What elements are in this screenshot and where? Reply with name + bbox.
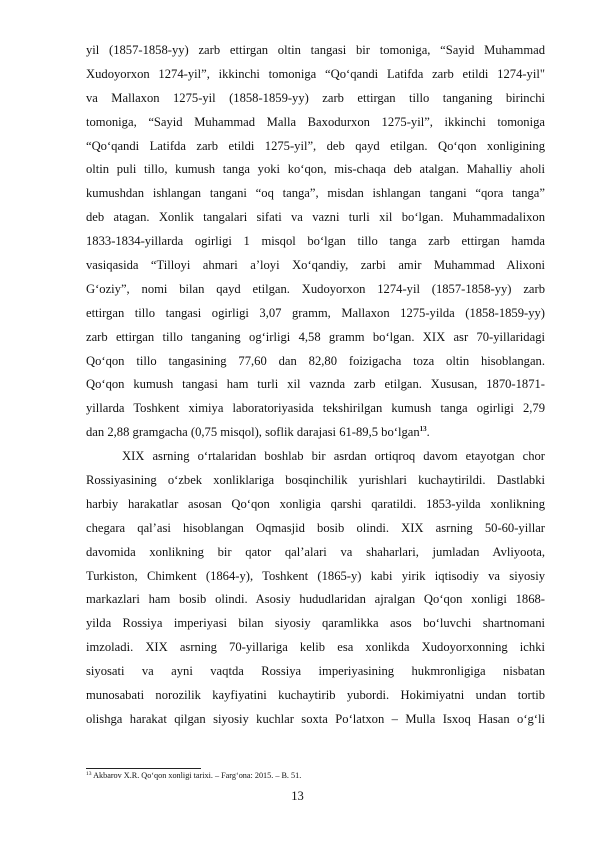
text-line: davomida xonlikning bir qator qal’alari va shaharlari, jumladan Avliyoota, bbox=[86, 544, 545, 559]
text-line: Qo‘qon tillo tangasining 77,60 dan 82,80 foizigacha toza oltin hisoblangan. bbox=[86, 353, 545, 368]
text-line: dan 2,88 gramgacha (0,75 misqol), soflik darajasi 61-89,5 bo‘lgan bbox=[86, 425, 420, 440]
text-line: Rossiyasining o‘zbek xonliklariga bosqinchilik yurishlari kuchaytirildi. Dastlabki bbox=[86, 473, 545, 488]
body-text bbox=[86, 39, 545, 732]
text-line: G‘oziy”, nomi bilan qayd etilgan. Xudoyorxon 1274-yil (1857-1858-yy) zarb bbox=[86, 281, 545, 296]
text-line: harbiy harakatlar asosan Qo‘qon xonligia qarshi qaratildi. 1853-yilda xonlikning bbox=[86, 496, 545, 511]
text-line: Turkiston, Chimkent (1864-y), Toshkent (1865-y) kabi yirik iqtisodiy va siyosiy bbox=[86, 568, 545, 583]
text-line: oltin puli tillo, kumush tanga yoki ko‘qon, mis-chaqa deb atalgan. Mahalliy aholi bbox=[86, 162, 545, 177]
footnote-number: 13 bbox=[86, 771, 92, 777]
text-line: deb atagan. Xonlik tangalari sifati va vazni turli xil bo‘lgan. Muhammadalixon bbox=[86, 210, 545, 225]
text-line: yil (1857-1858-yy) zarb ettirgan oltin tangasi bir tomoniga, “Sayid Muhammad bbox=[86, 43, 545, 57]
footnote-reference[interactable]: 13 bbox=[419, 425, 427, 434]
text-line: va Mallaxon 1275-yil (1858-1859-yy) zarb ettirgan tillo tanganing birinchi bbox=[86, 90, 545, 105]
text-line: 1833-1834-yillarda ogirligi 1 misqol bo‘lgan tillo tanga zarb ettirgan hamda bbox=[86, 234, 545, 249]
text-line: munosabati norozilik kayfiyatini kuchaytirib yubordi. Hokimiyatni undan tortib bbox=[86, 688, 545, 703]
paragraph-end-line bbox=[86, 421, 545, 445]
footnote-text: Akbarov X.R. Qo‘qon xonligi tarixi. – Farg‘ona: 2015. – B. 51. bbox=[91, 771, 302, 780]
text-line: yilda Rossiya imperiyasi bilan siyosiy qaramlikka asos bo‘luvchi shartnomani bbox=[86, 616, 545, 631]
text-line: imzoladi. XIX asrning 70-yillariga kelib esa xonlikda Xudoyorxonning ichki bbox=[86, 640, 545, 655]
text-line: zarb ettirgan tillo tanganing og‘irligi 4,58 gramm bo‘lgan. XIX asr 70-yillaridagi bbox=[86, 329, 545, 344]
text-line: olishga harakat qilgan siyosiy kuchlar soxta Po‘latxon – Mulla Isxoq Hasan o‘g‘li bbox=[86, 711, 545, 726]
text-line: ettirgan tillo tangasi ogirligi 3,07 gramm, Mallaxon 1275-yilda (1858-1859-yy) bbox=[86, 305, 545, 320]
text-line: kumushdan ishlangan tangani “oq tanga”, misdan ishlangan tangani “qora tanga” bbox=[86, 186, 545, 201]
text-line: tomoniga, “Sayid Muhammad Malla Baxodurxon 1275-yil”, ikkinchi tomoniga bbox=[86, 114, 545, 129]
text-line: Qo‘qon kumush tangasi ham turli xil vaznda zarb etilgan. Xususan, 1870-1871- bbox=[86, 377, 545, 392]
text-line: XIX asrning o‘rtalaridan boshlab bir asrdan ortiqroq davom etayotgan chor bbox=[122, 449, 545, 464]
text-line: yillarda Toshkent ximiya laboratoriyasida tekshirilgan kumush tanga ogirligi 2,79 bbox=[86, 401, 545, 416]
page-number: 13 bbox=[291, 789, 304, 803]
footnote-divider bbox=[86, 768, 201, 769]
footnote bbox=[86, 770, 545, 781]
sentence-period: . bbox=[426, 425, 430, 440]
text-line: markazlari ham bosib olindi. Asosiy hududlaridan ajralgan Qo‘qon xonligi 1868- bbox=[86, 592, 545, 607]
text-line: vasiqasida “Tilloyi ahmari a’loyi Xo‘qandiy, zarbi amir Muhammad Alixoni bbox=[86, 258, 545, 273]
text-line: chegara qal’asi hisoblangan Oqmasjid bosib olindi. XIX asrning 50-60-yillar bbox=[86, 520, 545, 535]
text-line: “Qo‘qandi Latifda zarb etildi 1275-yil”, deb qayd etilgan. Qo‘qon xonligining bbox=[86, 138, 545, 153]
text-line: Xudoyorxon 1274-yil”, ikkinchi tomoniga “Qo‘qandi Latifda zarb etildi 1274-yil" bbox=[86, 66, 545, 81]
text-line: siyosati va ayni vaqtda Rossiya imperiyasining hukmronligiga nisbatan bbox=[86, 664, 545, 679]
